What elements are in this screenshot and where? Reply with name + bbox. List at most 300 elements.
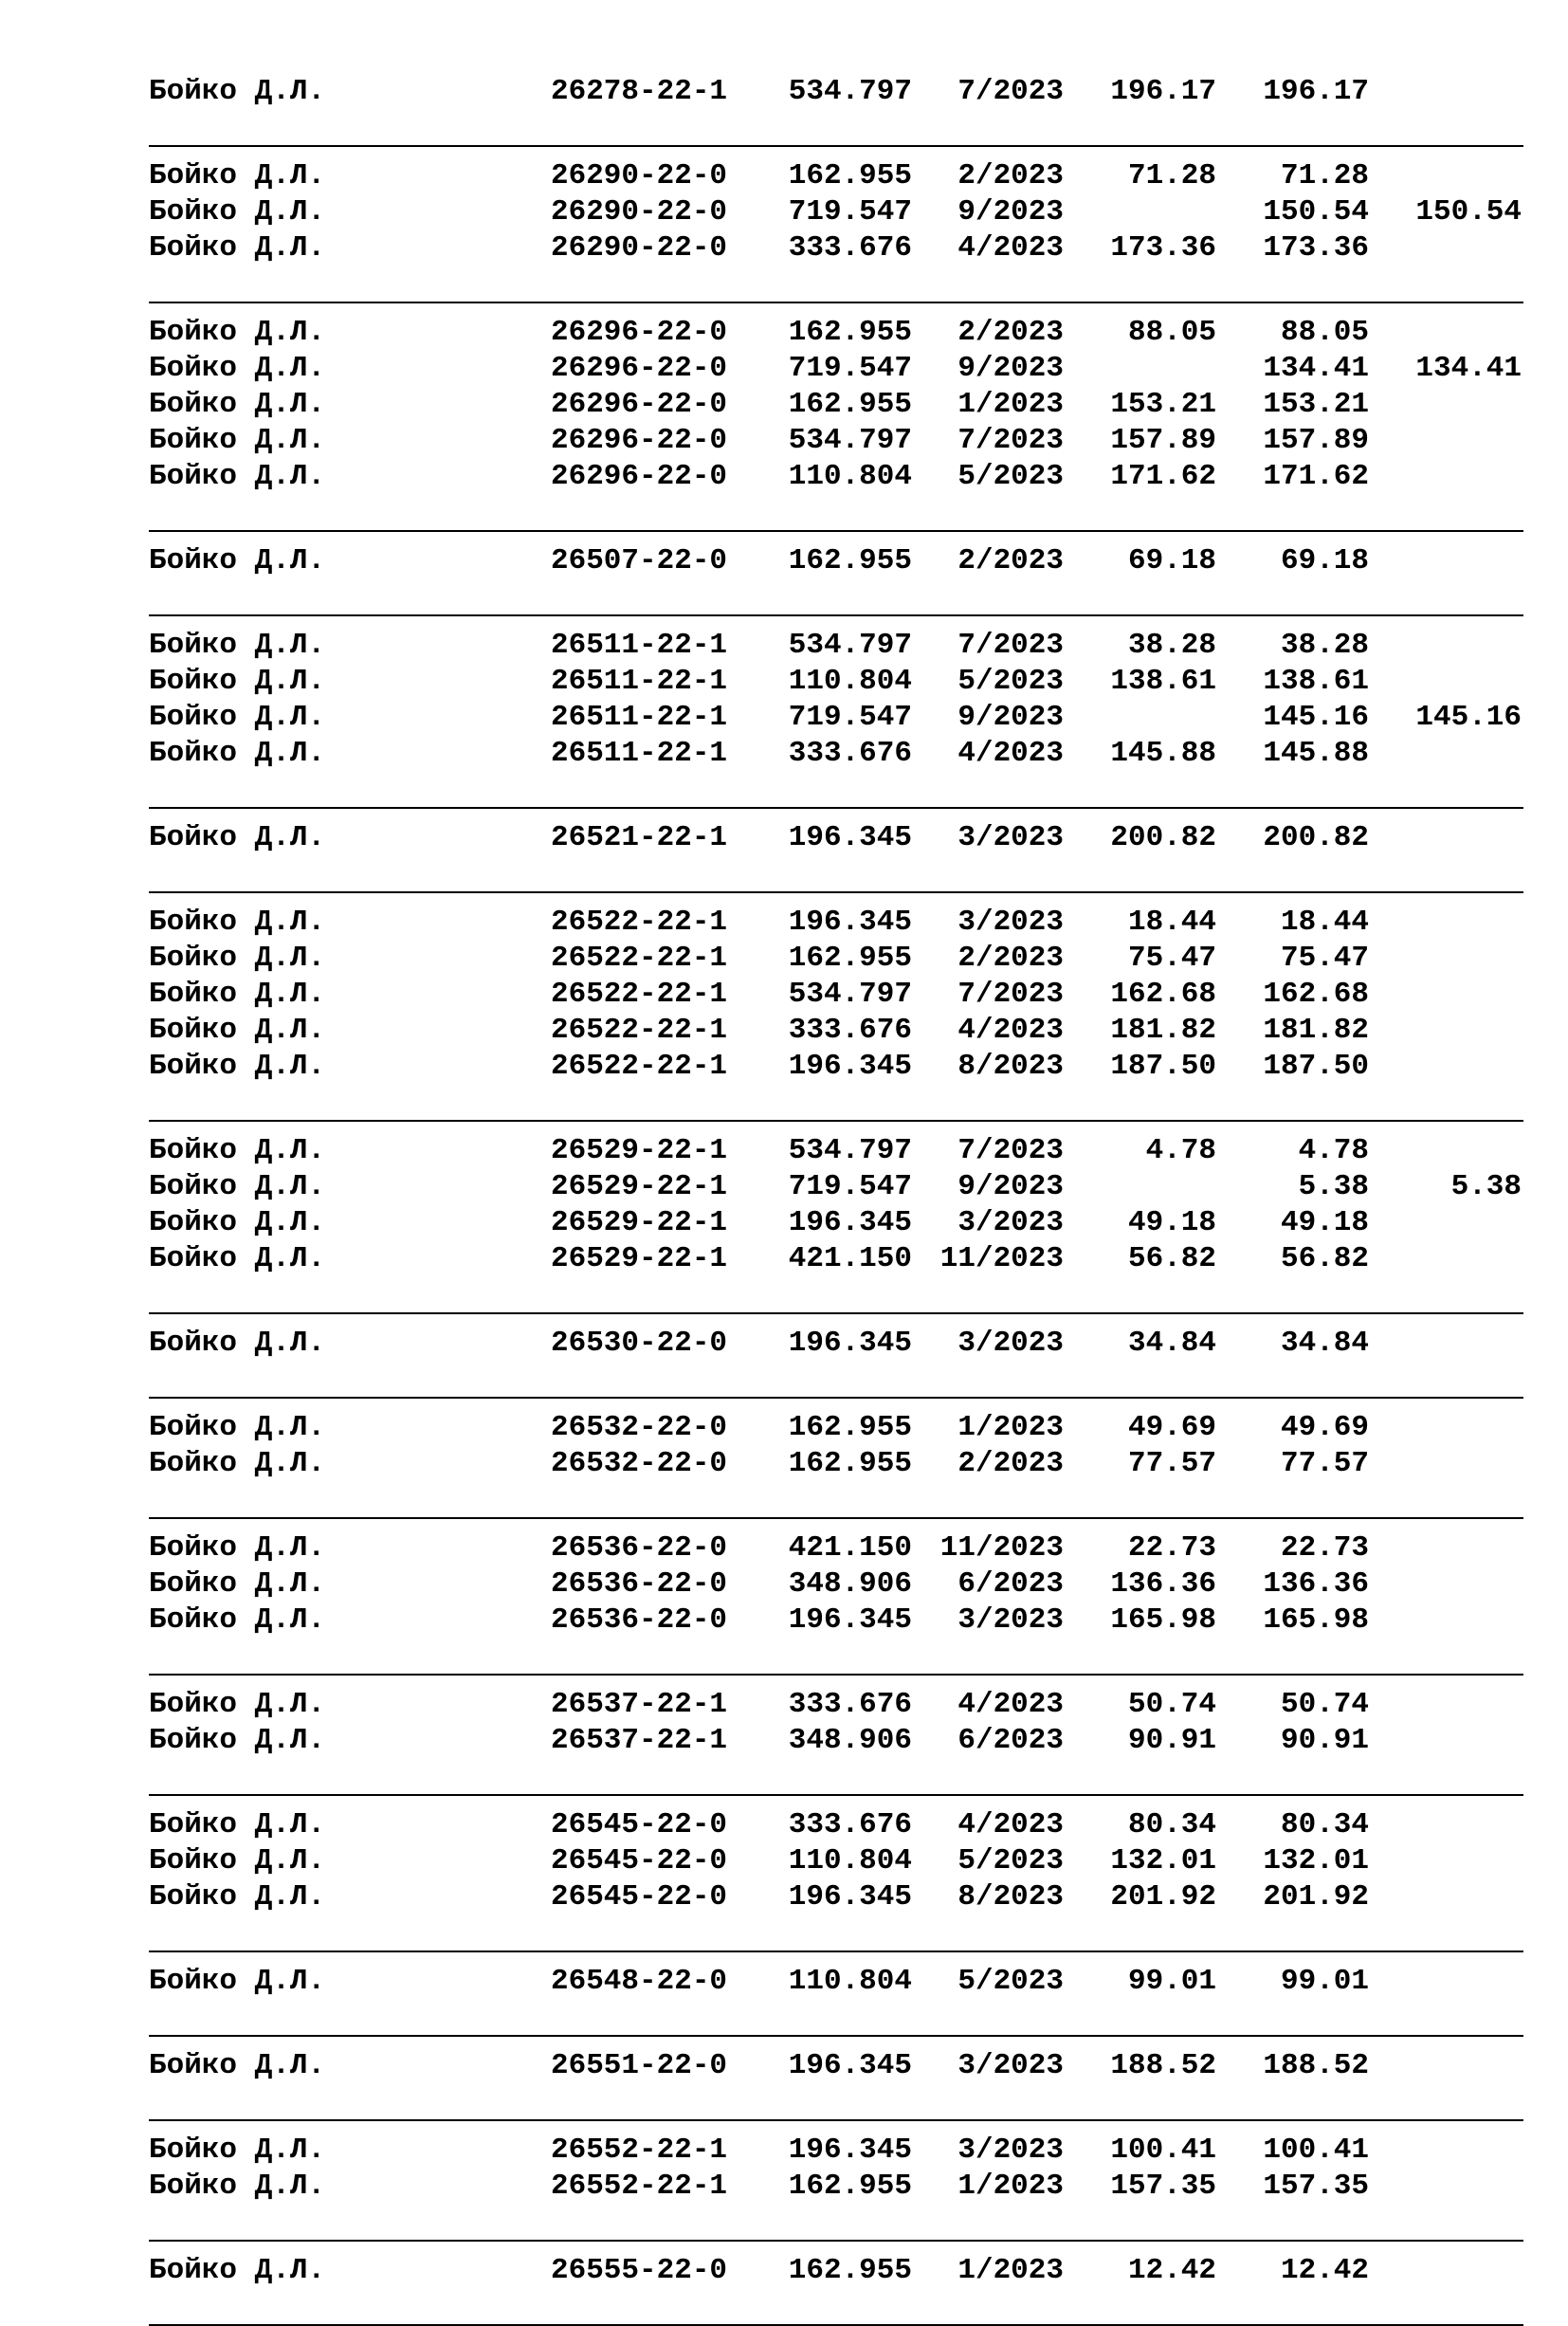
- amount-1: 50.74: [1127, 1688, 1216, 1721]
- code-value: 719.547: [788, 195, 912, 229]
- document-number: 26290-22-0: [551, 231, 728, 265]
- table-row: [149, 1723, 1523, 1759]
- period: 4/2023: [957, 737, 1064, 770]
- group-spacer: [149, 1314, 1523, 1326]
- employee-name: Бойко Д.Л.: [149, 1014, 326, 1047]
- code-value: 719.547: [788, 1170, 912, 1203]
- amount-2: 153.21: [1263, 388, 1369, 421]
- group-spacer: [149, 1676, 1523, 1687]
- code-value: 534.797: [788, 1134, 912, 1167]
- document-number: 26507-22-0: [551, 544, 728, 577]
- table-row: [149, 736, 1523, 772]
- record-group: [149, 1326, 1523, 1410]
- table-row: [149, 2253, 1523, 2289]
- amount-2: 201.92: [1263, 1880, 1369, 1914]
- employee-name: Бойко Д.Л.: [149, 424, 326, 457]
- employee-name: Бойко Д.Л.: [149, 1808, 326, 1841]
- amount-1: 173.36: [1110, 231, 1216, 265]
- group-spacer: [149, 1915, 1523, 1951]
- employee-name: Бойко Д.Л.: [149, 1880, 326, 1914]
- period: 3/2023: [957, 906, 1064, 939]
- group-spacer: [149, 2289, 1523, 2324]
- table-row: [149, 1410, 1523, 1446]
- document-number: 26522-22-1: [551, 942, 728, 975]
- table-row: [149, 1133, 1523, 1169]
- amount-1: 56.82: [1127, 1242, 1216, 1275]
- document-number: 26552-22-1: [551, 2170, 728, 2203]
- table-row: [149, 1013, 1523, 1049]
- code-value: 110.804: [788, 1844, 912, 1877]
- amount-1: 18.44: [1127, 906, 1216, 939]
- code-value: 162.955: [788, 159, 912, 192]
- group-spacer: [149, 2205, 1523, 2240]
- document-number: 26290-22-0: [551, 195, 728, 229]
- employee-name: Бойко Д.Л.: [149, 1603, 326, 1637]
- group-spacer: [149, 2000, 1523, 2035]
- document-number: 26545-22-0: [551, 1808, 728, 1841]
- code-value: 333.676: [788, 231, 912, 265]
- period: 5/2023: [957, 1965, 1064, 1998]
- amount-1: 145.88: [1110, 737, 1216, 770]
- employee-name: Бойко Д.Л.: [149, 544, 326, 577]
- code-value: 162.955: [788, 942, 912, 975]
- code-value: 333.676: [788, 737, 912, 770]
- amount-2: 165.98: [1263, 1603, 1369, 1637]
- group-spacer: [149, 303, 1523, 315]
- amount-1: 171.62: [1110, 460, 1216, 493]
- amount-1: 196.17: [1110, 75, 1216, 108]
- period: 5/2023: [957, 665, 1064, 698]
- period: 3/2023: [957, 2049, 1064, 2082]
- group-spacer: [149, 1759, 1523, 1794]
- document-number: 26529-22-1: [551, 1206, 728, 1239]
- table-row: [149, 700, 1523, 736]
- amount-1: 138.61: [1110, 665, 1216, 698]
- document-number: 26290-22-0: [551, 159, 728, 192]
- document-number: 26296-22-0: [551, 388, 728, 421]
- period: 8/2023: [957, 1880, 1064, 1914]
- employee-name: Бойко Д.Л.: [149, 737, 326, 770]
- record-group: [149, 1133, 1523, 1326]
- code-value: 333.676: [788, 1014, 912, 1047]
- amount-2: 134.41: [1263, 352, 1369, 385]
- period: 7/2023: [957, 424, 1064, 457]
- period: 3/2023: [957, 821, 1064, 854]
- record-group: [149, 158, 1523, 315]
- employee-name: Бойко Д.Л.: [149, 195, 326, 229]
- amount-1: 100.41: [1110, 2134, 1216, 2167]
- period: 1/2023: [957, 2170, 1064, 2203]
- period: 3/2023: [957, 1206, 1064, 1239]
- amount-2: 188.52: [1263, 2049, 1369, 2082]
- amount-2: 157.89: [1263, 424, 1369, 457]
- table-row: [149, 1687, 1523, 1723]
- document-number: 26522-22-1: [551, 1014, 728, 1047]
- employee-name: Бойко Д.Л.: [149, 2254, 326, 2287]
- amount-2: 196.17: [1263, 75, 1369, 108]
- record-group: [149, 2253, 1523, 2326]
- code-value: 421.150: [788, 1242, 912, 1275]
- document-number: 26296-22-0: [551, 424, 728, 457]
- code-value: 110.804: [788, 460, 912, 493]
- employee-name: Бойко Д.Л.: [149, 978, 326, 1011]
- group-spacer: [149, 1362, 1523, 1397]
- table-row: [149, 1879, 1523, 1915]
- group-spacer: [149, 495, 1523, 530]
- code-value: 162.955: [788, 1411, 912, 1444]
- amount-1: 75.47: [1127, 942, 1216, 975]
- employee-name: Бойко Д.Л.: [149, 388, 326, 421]
- document-number: 26545-22-0: [551, 1880, 728, 1914]
- amount-1: 136.36: [1110, 1567, 1216, 1601]
- amount-2: 49.18: [1280, 1206, 1369, 1239]
- code-value: 196.345: [788, 1880, 912, 1914]
- code-value: 196.345: [788, 906, 912, 939]
- amount-1: 90.91: [1127, 1724, 1216, 1757]
- code-value: 196.345: [788, 1603, 912, 1637]
- amount-2: 49.69: [1280, 1411, 1369, 1444]
- period: 1/2023: [957, 1411, 1064, 1444]
- code-value: 162.955: [788, 2170, 912, 2203]
- table-row: [149, 387, 1523, 423]
- period: 3/2023: [957, 1327, 1064, 1360]
- group-spacer: [149, 1399, 1523, 1410]
- table-row: [149, 2169, 1523, 2205]
- employee-name: Бойко Д.Л.: [149, 906, 326, 939]
- amount-1: 200.82: [1110, 821, 1216, 854]
- table-row: [149, 1326, 1523, 1362]
- document-number: 26545-22-0: [551, 1844, 728, 1877]
- employee-name: Бойко Д.Л.: [149, 1844, 326, 1877]
- amount-1: 162.68: [1110, 978, 1216, 1011]
- document-number: 26296-22-0: [551, 316, 728, 349]
- document-number: 26529-22-1: [551, 1170, 728, 1203]
- amount-1: 69.18: [1127, 544, 1216, 577]
- code-value: 110.804: [788, 1965, 912, 1998]
- table-row: [149, 74, 1523, 110]
- amount-2: 38.28: [1280, 629, 1369, 662]
- table-row: [149, 194, 1523, 230]
- amount-2: 56.82: [1280, 1242, 1369, 1275]
- amount-2: 22.73: [1280, 1531, 1369, 1565]
- amount-2: 100.41: [1263, 2134, 1369, 2167]
- table-row: [149, 628, 1523, 664]
- table-row: [149, 1566, 1523, 1603]
- amount-2: 181.82: [1263, 1014, 1369, 1047]
- amount-2: 50.74: [1280, 1688, 1369, 1721]
- table-row: [149, 941, 1523, 977]
- code-value: 719.547: [788, 701, 912, 734]
- code-value: 110.804: [788, 665, 912, 698]
- amount-2: 99.01: [1280, 1965, 1369, 1998]
- group-spacer: [149, 2121, 1523, 2133]
- document-number: 26532-22-0: [551, 1447, 728, 1480]
- amount-2: 88.05: [1280, 316, 1369, 349]
- amount-2: 145.88: [1263, 737, 1369, 770]
- code-value: 534.797: [788, 978, 912, 1011]
- code-value: 333.676: [788, 1808, 912, 1841]
- table-row: [149, 1169, 1523, 1205]
- code-value: 719.547: [788, 352, 912, 385]
- amount-2: 18.44: [1280, 906, 1369, 939]
- employee-name: Бойко Д.Л.: [149, 1411, 326, 1444]
- record-group: [149, 1530, 1523, 1687]
- record-group: [149, 1410, 1523, 1530]
- employee-name: Бойко Д.Л.: [149, 75, 326, 108]
- group-spacer: [149, 532, 1523, 543]
- period: 4/2023: [957, 231, 1064, 265]
- amount-1: 34.84: [1127, 1327, 1216, 1360]
- document-number: 26537-22-1: [551, 1688, 728, 1721]
- table-row: [149, 158, 1523, 194]
- table-row: [149, 423, 1523, 459]
- table-row: [149, 820, 1523, 856]
- group-spacer: [149, 2242, 1523, 2253]
- table-row: [149, 1603, 1523, 1639]
- employee-name: Бойко Д.Л.: [149, 1724, 326, 1757]
- amount-1: 22.73: [1127, 1531, 1216, 1565]
- document-number: 26551-22-0: [551, 2049, 728, 2082]
- document-number: 26548-22-0: [551, 1965, 728, 1998]
- period: 5/2023: [957, 1844, 1064, 1877]
- record-group: [149, 74, 1523, 158]
- record-group: [149, 2133, 1523, 2253]
- group-spacer: [149, 1085, 1523, 1120]
- amount-1: 49.18: [1127, 1206, 1216, 1239]
- employee-name: Бойко Д.Л.: [149, 821, 326, 854]
- amount-2: 162.68: [1263, 978, 1369, 1011]
- amount-1: 187.50: [1110, 1050, 1216, 1083]
- employee-name: Бойко Д.Л.: [149, 2049, 326, 2082]
- employee-name: Бойко Д.Л.: [149, 460, 326, 493]
- record-group: [149, 2048, 1523, 2133]
- record-group: [149, 1687, 1523, 1807]
- group-spacer: [149, 1952, 1523, 1964]
- period: 2/2023: [957, 316, 1064, 349]
- amount-3: 150.54: [1415, 195, 1522, 229]
- group-spacer: [149, 1122, 1523, 1133]
- record-group: [149, 1964, 1523, 2048]
- amount-2: 187.50: [1263, 1050, 1369, 1083]
- amount-2: 150.54: [1263, 195, 1369, 229]
- table-row: [149, 1843, 1523, 1879]
- group-spacer: [149, 147, 1523, 158]
- group-spacer: [149, 266, 1523, 302]
- code-value: 534.797: [788, 75, 912, 108]
- period: 8/2023: [957, 1050, 1064, 1083]
- amount-1: 153.21: [1110, 388, 1216, 421]
- group-spacer: [149, 809, 1523, 820]
- document-number: 26511-22-1: [551, 665, 728, 698]
- period: 11/2023: [939, 1531, 1064, 1565]
- period: 4/2023: [957, 1688, 1064, 1721]
- table-row: [149, 351, 1523, 387]
- amount-2: 157.35: [1263, 2170, 1369, 2203]
- employee-name: Бойко Д.Л.: [149, 1170, 326, 1203]
- document-number: 26537-22-1: [551, 1724, 728, 1757]
- period: 7/2023: [957, 629, 1064, 662]
- code-value: 196.345: [788, 821, 912, 854]
- amount-1: 157.89: [1110, 424, 1216, 457]
- period: 4/2023: [957, 1808, 1064, 1841]
- amount-2: 71.28: [1280, 159, 1369, 192]
- record-group: [149, 1807, 1523, 1964]
- amount-3: 5.38: [1450, 1170, 1522, 1203]
- table-row: [149, 905, 1523, 941]
- amount-2: 200.82: [1263, 821, 1369, 854]
- period: 9/2023: [957, 1170, 1064, 1203]
- code-value: 162.955: [788, 1447, 912, 1480]
- amount-2: 75.47: [1280, 942, 1369, 975]
- employee-name: Бойко Д.Л.: [149, 1327, 326, 1360]
- amount-1: 38.28: [1127, 629, 1216, 662]
- document-number: 26536-22-0: [551, 1531, 728, 1565]
- amount-1: 188.52: [1110, 2049, 1216, 2082]
- document-number: 26522-22-1: [551, 1050, 728, 1083]
- group-spacer: [149, 2084, 1523, 2119]
- amount-2: 5.38: [1298, 1170, 1369, 1203]
- document-number: 26521-22-1: [551, 821, 728, 854]
- period: 3/2023: [957, 1603, 1064, 1637]
- employee-name: Бойко Д.Л.: [149, 629, 326, 662]
- amount-1: 157.35: [1110, 2170, 1216, 2203]
- group-spacer: [149, 110, 1523, 145]
- document-number: 26529-22-1: [551, 1134, 728, 1167]
- amount-1: 77.57: [1127, 1447, 1216, 1480]
- table-row: [149, 1049, 1523, 1085]
- period: 9/2023: [957, 701, 1064, 734]
- code-value: 196.345: [788, 2134, 912, 2167]
- employee-name: Бойко Д.Л.: [149, 2134, 326, 2167]
- employee-name: Бойко Д.Л.: [149, 316, 326, 349]
- amount-2: 69.18: [1280, 544, 1369, 577]
- period: 2/2023: [957, 942, 1064, 975]
- amount-1: 99.01: [1127, 1965, 1216, 1998]
- table-row: [149, 2048, 1523, 2084]
- document-number: 26296-22-0: [551, 460, 728, 493]
- code-value: 162.955: [788, 388, 912, 421]
- amount-2: 145.16: [1263, 701, 1369, 734]
- period: 1/2023: [957, 2254, 1064, 2287]
- group-spacer: [149, 616, 1523, 628]
- document-number: 26532-22-0: [551, 1411, 728, 1444]
- employee-name: Бойко Д.Л.: [149, 159, 326, 192]
- amount-2: 136.36: [1263, 1567, 1369, 1601]
- code-value: 196.345: [788, 1050, 912, 1083]
- record-group: [149, 628, 1523, 820]
- period: 2/2023: [957, 544, 1064, 577]
- group-spacer: [149, 1277, 1523, 1312]
- code-value: 348.906: [788, 1724, 912, 1757]
- document-number: 26522-22-1: [551, 978, 728, 1011]
- amount-2: 4.78: [1298, 1134, 1369, 1167]
- document-number: 26536-22-0: [551, 1603, 728, 1637]
- amount-3: 145.16: [1415, 701, 1522, 734]
- document-number: 26529-22-1: [551, 1242, 728, 1275]
- group-spacer: [149, 1796, 1523, 1807]
- table-row: [149, 2133, 1523, 2169]
- document-number: 26511-22-1: [551, 629, 728, 662]
- amount-1: 201.92: [1110, 1880, 1216, 1914]
- employee-name: Бойко Д.Л.: [149, 1050, 326, 1083]
- table-row: [149, 459, 1523, 495]
- document-number: 26530-22-0: [551, 1327, 728, 1360]
- code-value: 534.797: [788, 424, 912, 457]
- amount-1: 71.28: [1127, 159, 1216, 192]
- code-value: 348.906: [788, 1567, 912, 1601]
- employee-name: Бойко Д.Л.: [149, 1965, 326, 1998]
- group-spacer: [149, 1639, 1523, 1674]
- record-group: [149, 905, 1523, 1133]
- amount-2: 138.61: [1263, 665, 1369, 698]
- table-row: [149, 1241, 1523, 1277]
- amount-2: 80.34: [1280, 1808, 1369, 1841]
- table-row: [149, 543, 1523, 579]
- code-value: 333.676: [788, 1688, 912, 1721]
- table-row: [149, 230, 1523, 266]
- document-number: 26511-22-1: [551, 701, 728, 734]
- document-number: 26296-22-0: [551, 352, 728, 385]
- report-listing: [149, 74, 1523, 2326]
- period: 6/2023: [957, 1724, 1064, 1757]
- amount-1: 49.69: [1127, 1411, 1216, 1444]
- period: 9/2023: [957, 195, 1064, 229]
- employee-name: Бойко Д.Л.: [149, 1134, 326, 1167]
- code-value: 162.955: [788, 2254, 912, 2287]
- group-spacer: [149, 893, 1523, 905]
- group-spacer: [149, 579, 1523, 614]
- amount-1: 80.34: [1127, 1808, 1216, 1841]
- amount-1: 88.05: [1127, 316, 1216, 349]
- table-row: [149, 1205, 1523, 1241]
- group-spacer: [149, 856, 1523, 891]
- period: 2/2023: [957, 159, 1064, 192]
- period: 9/2023: [957, 352, 1064, 385]
- employee-name: Бойко Д.Л.: [149, 352, 326, 385]
- amount-1: 12.42: [1127, 2254, 1216, 2287]
- code-value: 196.345: [788, 1206, 912, 1239]
- table-row: [149, 1530, 1523, 1566]
- code-value: 162.955: [788, 544, 912, 577]
- period: 3/2023: [957, 2134, 1064, 2167]
- table-row: [149, 664, 1523, 700]
- group-spacer: [149, 1519, 1523, 1530]
- amount-1: 165.98: [1110, 1603, 1216, 1637]
- employee-name: Бойко Д.Л.: [149, 1242, 326, 1275]
- code-value: 534.797: [788, 629, 912, 662]
- amount-2: 132.01: [1263, 1844, 1369, 1877]
- code-value: 196.345: [788, 2049, 912, 2082]
- record-group: [149, 820, 1523, 905]
- employee-name: Бойко Д.Л.: [149, 2170, 326, 2203]
- period: 7/2023: [957, 1134, 1064, 1167]
- period: 4/2023: [957, 1014, 1064, 1047]
- period: 7/2023: [957, 75, 1064, 108]
- employee-name: Бойко Д.Л.: [149, 942, 326, 975]
- document-number: 26536-22-0: [551, 1567, 728, 1601]
- amount-2: 77.57: [1280, 1447, 1369, 1480]
- record-group: [149, 315, 1523, 543]
- employee-name: Бойко Д.Л.: [149, 1447, 326, 1480]
- record-group: [149, 543, 1523, 628]
- table-row: [149, 1807, 1523, 1843]
- group-spacer: [149, 1482, 1523, 1517]
- amount-2: 12.42: [1280, 2254, 1369, 2287]
- amount-2: 90.91: [1280, 1724, 1369, 1757]
- code-value: 421.150: [788, 1531, 912, 1565]
- period: 2/2023: [957, 1447, 1064, 1480]
- document-number: 26278-22-1: [551, 75, 728, 108]
